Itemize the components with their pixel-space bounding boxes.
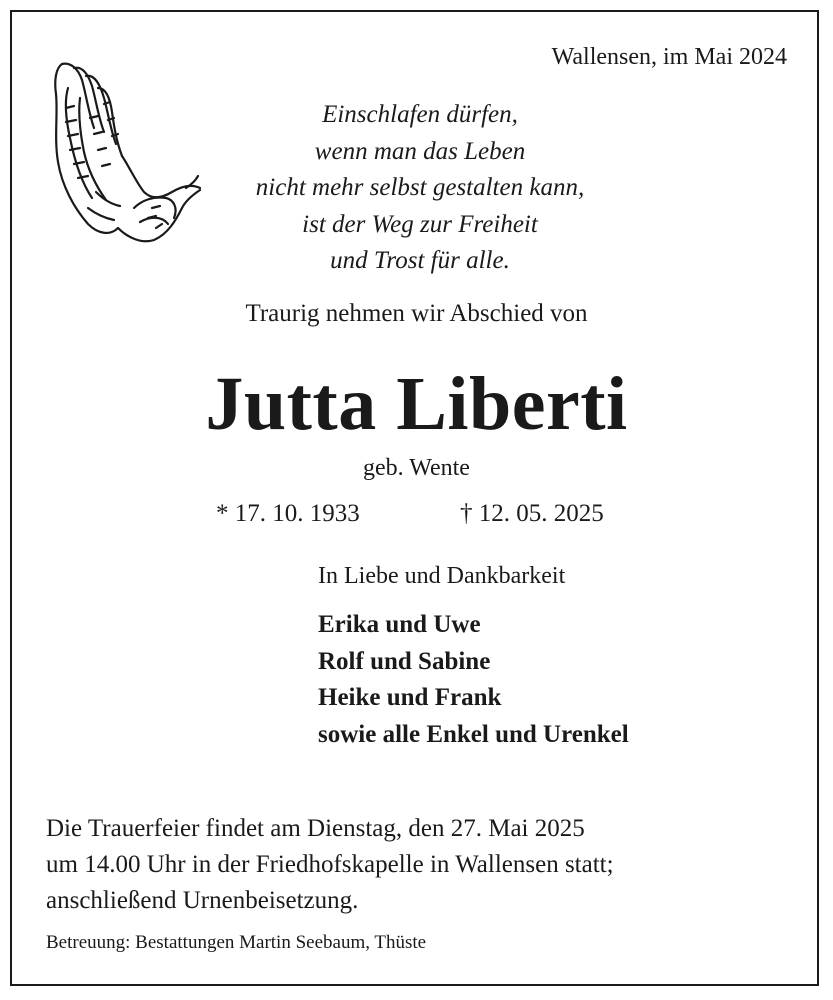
poem-line: nicht mehr selbst gestalten kann, [255,174,585,201]
ceremony-line: Die Trauerfeier findet am Dienstag, den 27. Mai 2025 [46,815,585,842]
funeral-home-credit: Betreuung: Bestattungen Martin Seebaum, Thüste [46,932,427,953]
mourner-item: Heike und Frank [318,684,502,711]
poem-line: Einschlafen dürfen, [322,101,518,128]
farewell-intro: Traurig nehmen wir Abschied von [245,300,588,327]
poem-line: und Trost für alle. [330,247,510,274]
ceremony-line: um 14.00 Uhr in der Friedhofskapelle in Wallensen statt; [46,851,614,878]
poem-line: wenn man das Leben [314,137,526,165]
poem-line: ist der Weg zur Freiheit [302,210,538,238]
mourners-list [318,607,629,753]
ceremony-line: anschließend Urnenbeisetzung. [46,887,359,914]
ceremony-info [46,811,614,919]
poem [210,97,630,280]
birth-date: * 17. 10. 1933 [216,500,360,527]
place-date: Wallensen, im Mai 2024 [551,44,787,70]
praying-hands-icon [44,58,206,250]
mourner-item: sowie alle Enkel und Urenkel [318,720,629,748]
mourner-item: Erika und Uwe [318,611,481,638]
death-date: † 12. 05. 2025 [460,500,604,527]
mourner-item: Rolf und Sabine [318,647,491,675]
family-intro: In Liebe und Dankbarkeit [318,563,566,589]
maiden-name: geb. Wente [363,455,470,481]
deceased-name: Jutta Liberti [205,362,628,446]
